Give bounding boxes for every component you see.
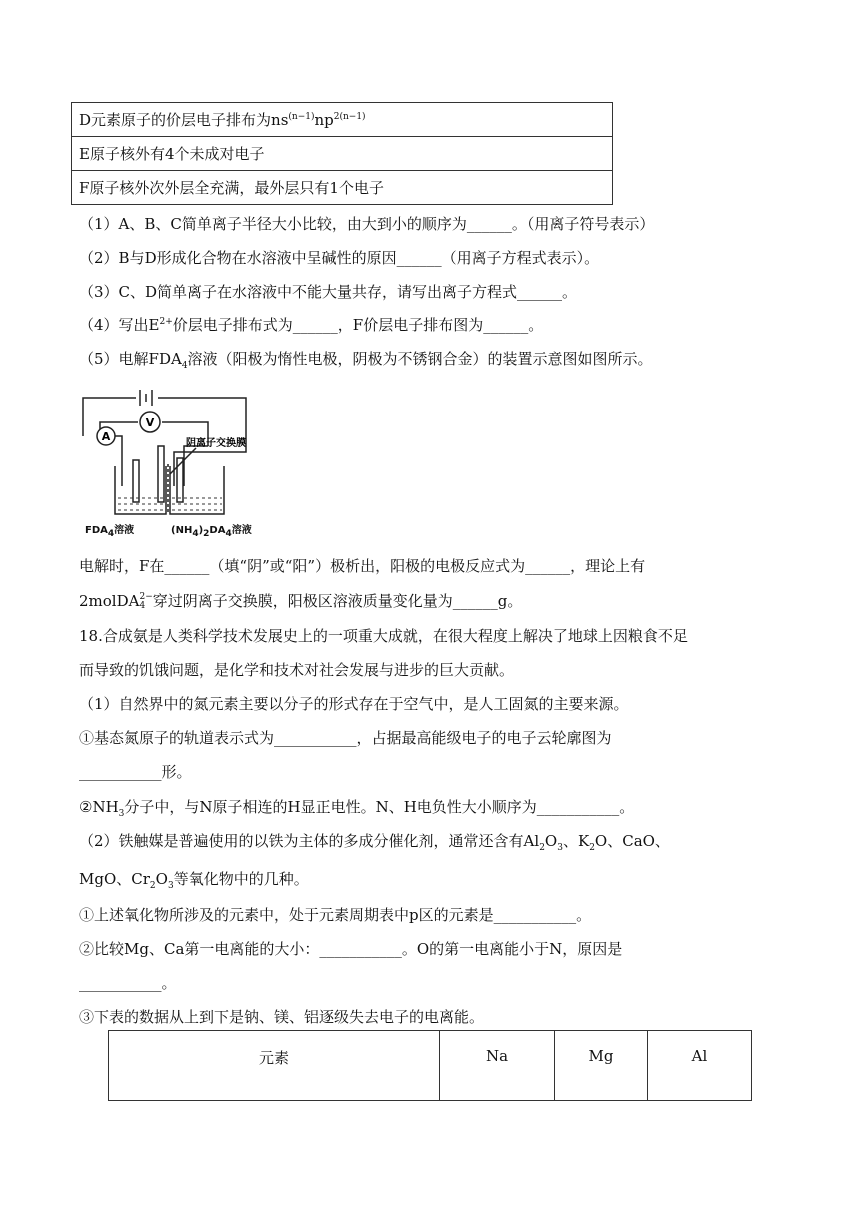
text: (NH <box>171 525 193 536</box>
subscript: 2 <box>589 843 595 853</box>
table-row <box>72 103 613 137</box>
subscript: 2 <box>203 529 210 539</box>
text: 溶液 <box>114 525 135 536</box>
header-cell-al: Al <box>648 1031 752 1101</box>
subscript: 3 <box>167 881 174 891</box>
question-18-part-2-3: ③下表的数据从上到下是钠、镁、铝逐级失去电子的电离能。 <box>79 1008 485 1026</box>
superscript: (n−1) <box>288 112 315 122</box>
table-row <box>72 137 613 171</box>
ionization-energy-table <box>108 1030 752 1101</box>
voltmeter-label: V <box>145 416 155 429</box>
question-18-part-1: （1）自然界中的氮元素主要以分子的形式存在于空气中，是人工固氮的主要来源。 <box>79 695 629 713</box>
membrane-label: 阴离子交换膜 <box>186 438 246 449</box>
electrolysis-question-line-2 <box>79 592 522 611</box>
element-info-table <box>71 102 613 205</box>
subscript: 4 <box>192 529 199 539</box>
subscript: 3 <box>557 843 563 853</box>
text: 2molDA <box>79 592 140 610</box>
text: FDA <box>85 525 108 536</box>
header-cell-na: Na <box>440 1031 555 1101</box>
question-18-part-1-1b: ___________形。 <box>79 763 192 781</box>
subscript: 2 <box>539 843 545 853</box>
text: ②NH <box>79 798 119 816</box>
text: O <box>155 870 168 888</box>
subscript: 4 <box>181 361 188 371</box>
superscript: 2(n−1) <box>333 112 366 122</box>
row-text: np <box>314 111 334 129</box>
electrolysis-diagram <box>78 386 258 546</box>
subscript: 2 <box>149 881 156 891</box>
question-18-intro-2: 而导致的饥饿问题，是化学和技术对社会发展与进步的巨大贡献。 <box>79 661 515 679</box>
header-cell-mg: Mg <box>555 1031 648 1101</box>
superscript: 2+ <box>159 317 173 327</box>
question-17-part-1: （1）A、B、C简单离子半径大小比较，由大到小的顺序为______。（用离子符号表示） <box>79 215 655 233</box>
text: （5）电解FDA <box>79 350 182 368</box>
text: ) <box>198 525 204 536</box>
text: 分子中，与N原子相连的H显正电性。N、H电负性大小顺序为___________。 <box>124 798 635 816</box>
question-18-part-2-2a: ②比较Mg、Ca第一电离能的大小：___________。O的第一电离能小于N，原因是 <box>79 940 623 958</box>
question-18-part-1-1a: ①基态氮原子的轨道表示式为___________，占据最高能级电子的电子云轮廓图为 <box>79 729 612 747</box>
header-cell-element: 元素 <box>109 1031 440 1101</box>
right-solution-label <box>171 525 252 538</box>
subscript: 3 <box>118 809 125 819</box>
text: （4）写出E <box>79 316 160 334</box>
text: 溶液 <box>231 525 252 536</box>
question-18-part-2-1: ①上述氧化物所涉及的元素中，处于元素周期表中p区的元素是___________。 <box>79 906 592 924</box>
text: 、K <box>562 832 590 850</box>
ammeter-label: A <box>101 430 111 443</box>
electrolysis-question-line-1: 电解时，F在______（填“阴”或“阳”）极析出，阳极的电极反应式为______，理论上有 <box>79 557 646 575</box>
ion-charge <box>139 593 152 611</box>
question-17-part-4 <box>79 316 543 335</box>
subscript: 4 <box>107 529 115 539</box>
question-18-part-2-2b: ___________。 <box>79 974 177 992</box>
table-row <box>72 171 613 205</box>
question-17-part-3: （3）C、D简单离子在水溶液中不能大量共存，请写出离子方程式______。 <box>79 283 578 301</box>
row-text: D元素原子的价层电子排布为ns <box>79 111 289 129</box>
question-18-intro-1: 18.合成氨是人类科学技术发展史上的一项重大成就，在很大程度上解决了地球上因粮食不足 <box>79 627 688 645</box>
table-header-row <box>109 1031 752 1101</box>
question-17-part-5 <box>79 350 653 369</box>
text: （2）铁触媒是普遍使用的以铁为主体的多成分催化剂，通常还含有Al <box>79 832 540 850</box>
table-cell: E原子核外有4个未成对电子 <box>72 137 613 171</box>
text: 穿过阴离子交换膜，阳极区溶液质量变化量为______g。 <box>152 592 523 610</box>
text: O、CaO、 <box>594 832 670 850</box>
text: 价层电子排布式为______，F价层电子排布图为______。 <box>172 316 544 334</box>
text: O <box>544 832 558 850</box>
superscript: 2− <box>139 592 153 602</box>
question-17-part-2: （2）B与D形成化合物在水溶液中呈碱性的原因______（用离子方程式表示）。 <box>79 249 600 267</box>
table-cell <box>72 103 613 137</box>
text: 溶液（阳极为惰性电极，阴极为不锈钢合金）的装置示意图如图所示。 <box>187 350 653 368</box>
subscript: 4 <box>225 529 232 539</box>
table-cell: F原子核外次外层全充满，最外层只有1个电子 <box>72 171 613 205</box>
text: MgO、Cr <box>79 870 150 888</box>
text: DA <box>209 525 226 536</box>
left-solution-label <box>85 525 134 538</box>
text: 等氧化物中的几种。 <box>173 870 309 888</box>
question-18-part-1-2 <box>79 798 634 817</box>
subscript: 4 <box>139 601 146 611</box>
question-18-part-2b <box>79 870 309 889</box>
question-18-part-2a <box>79 832 670 851</box>
